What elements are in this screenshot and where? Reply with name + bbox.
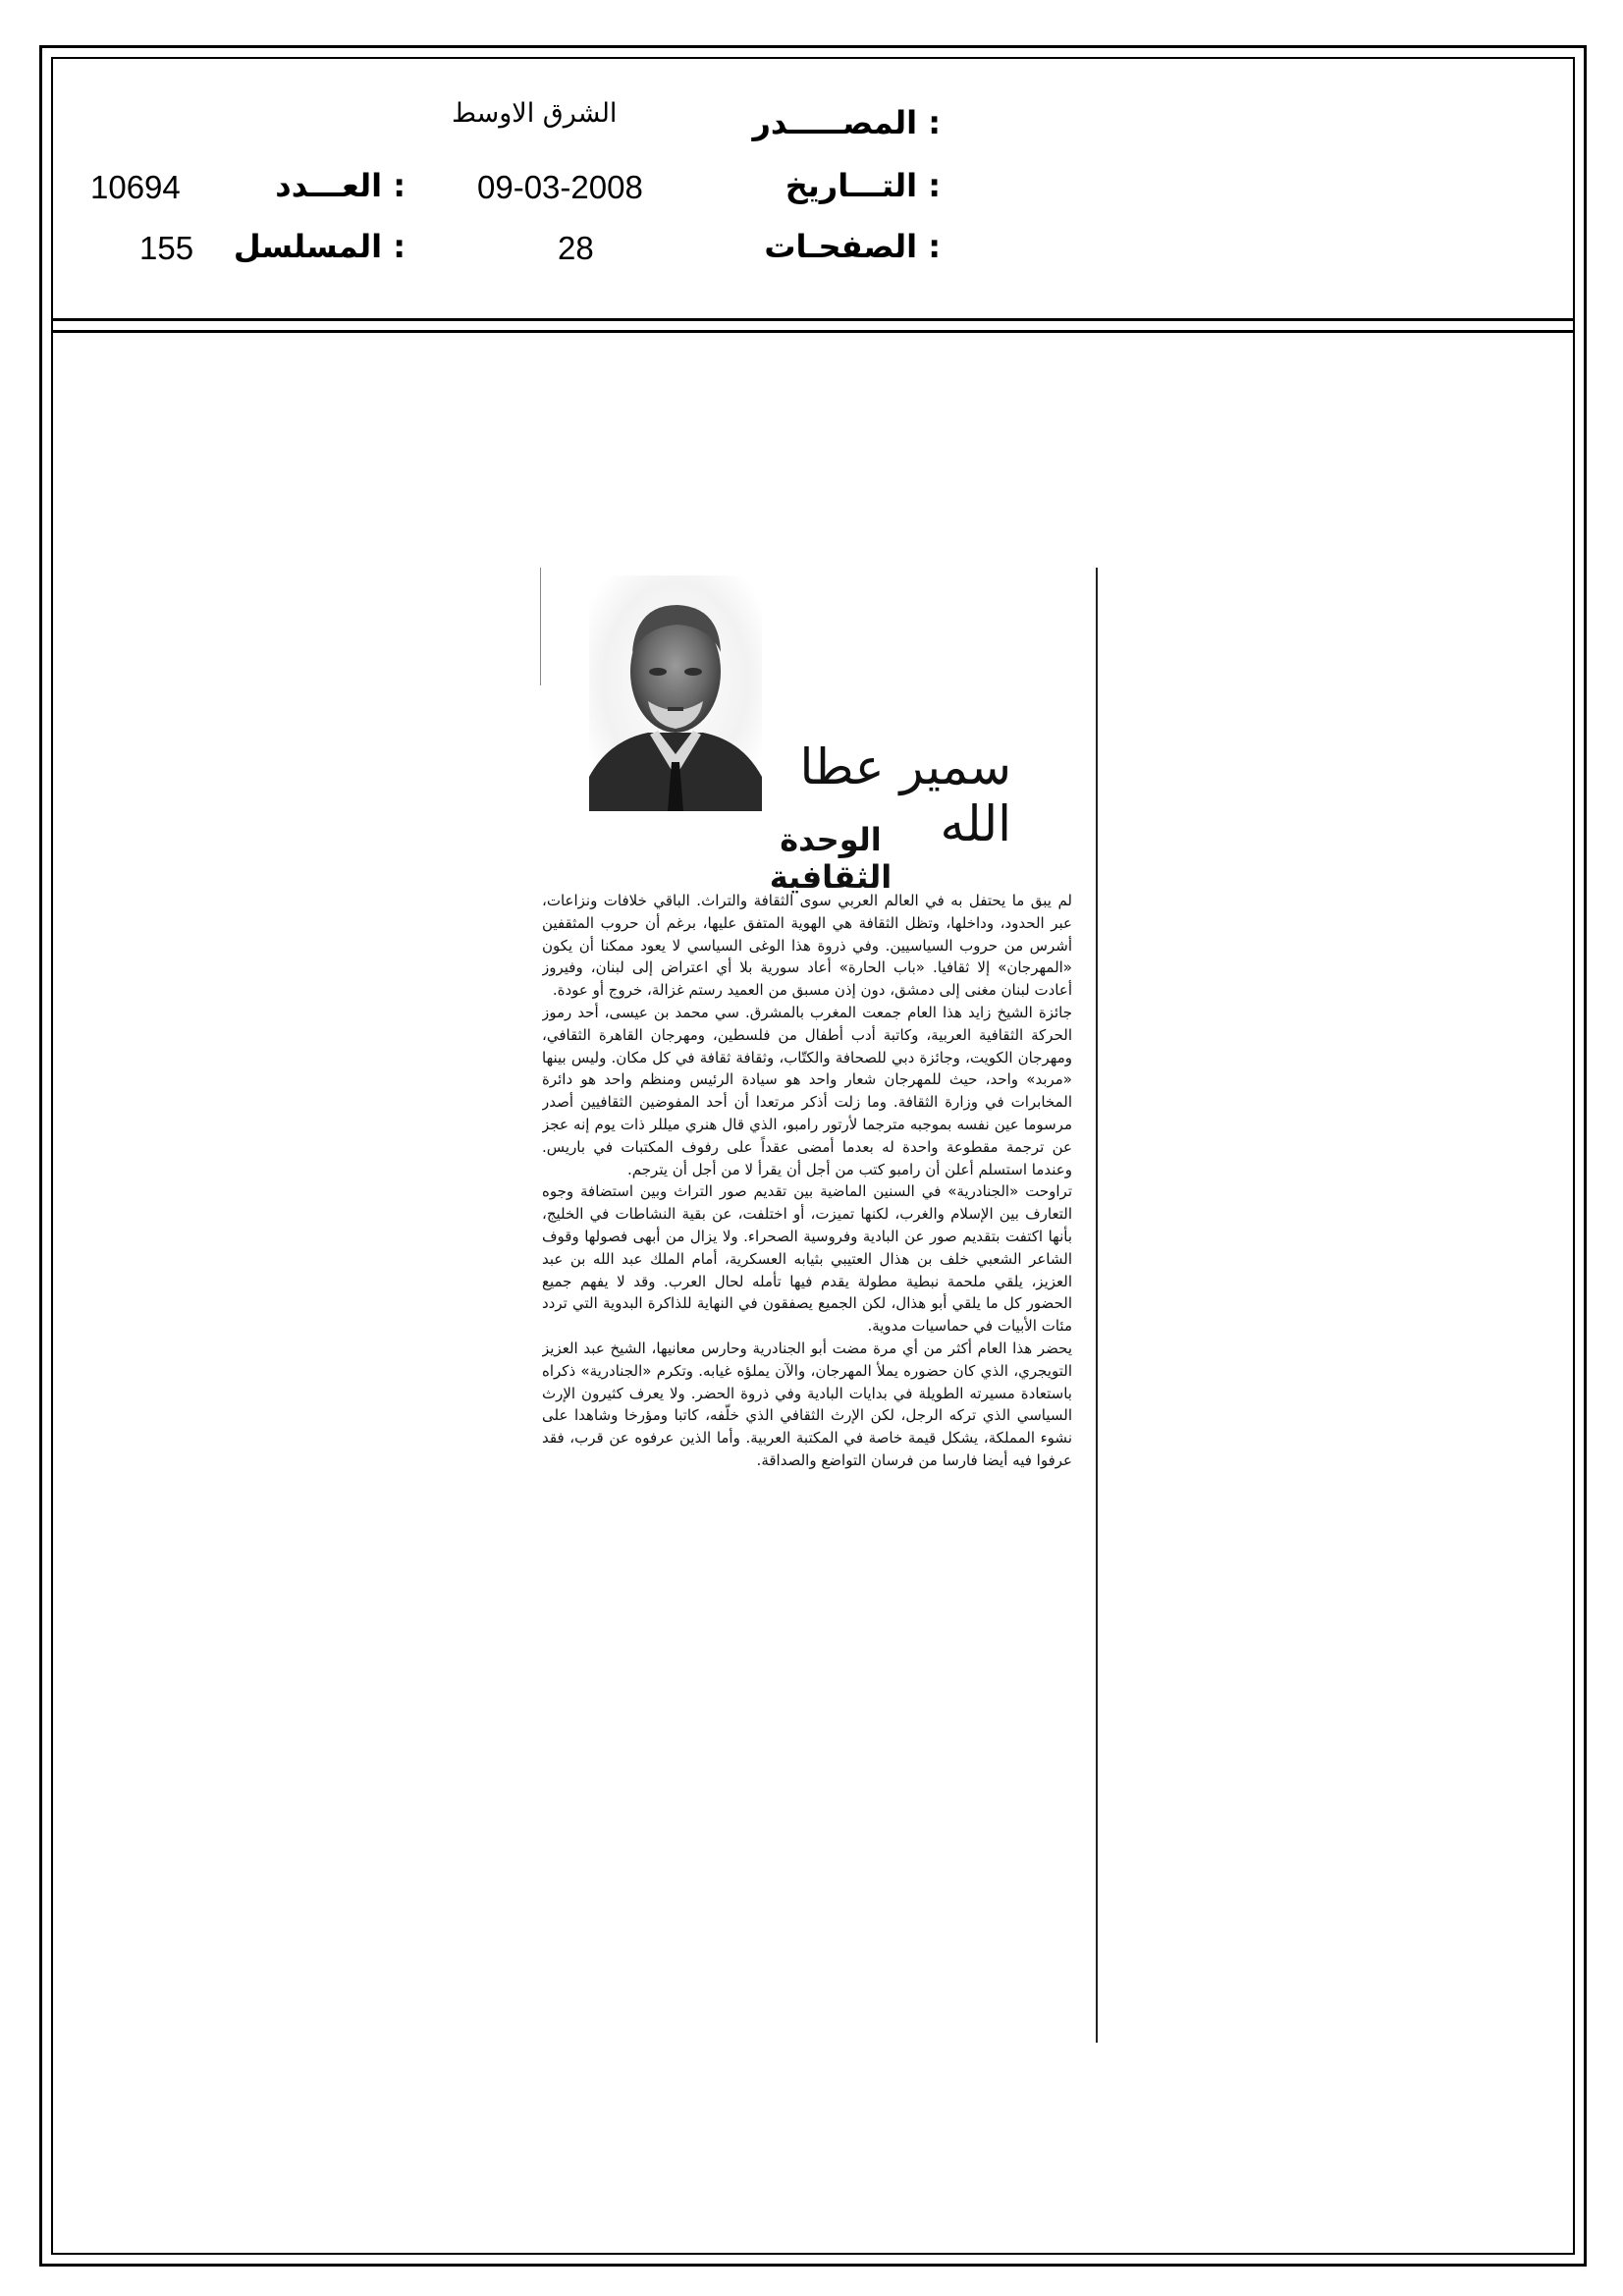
article-paragraph: لم يبق ما يحتفل به في العالم العربي سوى الثقافة والتراث. الباقي خلافات ونزاعات، عبر الحدود، وداخلها، وتظل الثقافة هي الهوية المتفق عليها، برغم أن حروب المثقفين أشرس من حروب السياسيين. وفي ذروة هذا الوغى السياسي لا يعود ممكنا أن يكون «المهرجان» إلا ثقافيا. «باب الحارة» أعاد سورية بلا أي اعتراض إلى لبنان، وفيروز أعادت لبنان مغنى إلى دمشق، دون إذن مسبق من العميد رستم غزالة، خروج أو عودة. <box>542 892 1072 1000</box>
column-rule <box>1096 568 1098 2043</box>
source-label: المصـــــدر : <box>752 104 941 141</box>
author-photo <box>589 575 762 811</box>
article-headline: الوحدة الثقافية <box>769 821 893 896</box>
serial-value: 155 <box>139 230 194 266</box>
serial-label: المسلسل : <box>233 228 406 265</box>
date-label: التـــاريخ : <box>784 167 941 204</box>
clipping-edge <box>540 568 541 685</box>
article-paragraph: تراوحت «الجنادرية» في السنين الماضية بين تقديم صور التراث وبين استضافة وجوه التعارف بين الإسلام والغرب، لكنها تميزت، أو اختلفت، عن بقية النشاطات في الخليج، بأنها اكتفت بتقديم صور عن البادية وفروسية الصحراء. ولا يزال من أبهى فصولها وقوف الشاعر الشعبي خلف بن هذال العتيبي بثيابه العسكرية، أمام الملك عبد الله بن عبد العزيز، يلقي ملحمة نبطية مطولة يقدم فيها تأمله لحال العرب. وقد لا يفهم جميع الحضور كل ما يلقي أبو هذال، لكن الجميع يصفقون في النهاية للذاكرة البدوية التي تردد مئات الأبيات في حماسيات مدوية. <box>542 1182 1072 1336</box>
article-paragraph: يحضر هذا العام أكثر من أي مرة مضت أبو الجنادرية وحارس معانيها، الشيخ عبد العزيز التويجري، الذي كان حضوره يملأ المهرجان، والآن يملؤه غيابه. وتكرم «الجنادرية» ذكراه باستعادة مسيرته الطويلة في بدايات البادية وفي ذروة الحضر. ولا يعرف كثيرون الإرث السياسي الذي تركه الرجل، لكن الإرث الثقافي الذي خلّفه، كاتبا ومؤرخا وشاهدا على نشوء المملكة، يشكل قيمة خاصة في المكتبة العربية. وأما الذين عرفوه عن قرب، فقد عرفوا فيه أيضا فارسا من فرسان التواضع والصداقة. <box>542 1339 1072 1469</box>
header-divider <box>51 318 1575 321</box>
date-value: 09-03-2008 <box>477 169 643 205</box>
source-value: الشرق الاوسط <box>452 98 618 129</box>
issue-label: العـــدد : <box>275 167 406 204</box>
issue-value: 10694 <box>90 169 181 205</box>
author-byline: سمير عطا الله <box>799 738 1011 852</box>
article-paragraph: جائزة الشيخ زايد هذا العام جمعت المغرب بالمشرق. سي محمد بن عيسى، أحد رموز الحركة الثقافية العربية، وكاتبة أدب أطفال من فلسطين، ومهرجان القاهرة الثقافي، ومهرجان الكويت، وجائزة دبي للصحافة والكتّاب، وثقافة ثقافة في كل مكان. وليس بينها «مربد» واحد، حيث للمهرجان شعار واحد هو سيادة الرئيس ومنظم واحد هو دائرة المخابرات في وزارة الثقافة. وما زلت أذكر مرتعدا أن أحد المفوضين الثقافيين أصدر مرسوما عين نفسه بموجبه مترجما لأرتور رامبو، الذي قال هنري ميللر ذات يوم إنه عجز عن ترجمة مقطوعة واحدة له بعدما أمضى عقداً على رفوف المكتبات في باريس. وعندما استسلم أعلن أن رامبو كتب من أجل أن يقرأ لا من أجل أن يترجم. <box>542 1003 1072 1178</box>
pages-value: 28 <box>558 230 594 266</box>
article-body <box>542 890 1072 2039</box>
pages-label: الصفحـات : <box>764 228 941 265</box>
header-divider-double <box>51 330 1575 333</box>
